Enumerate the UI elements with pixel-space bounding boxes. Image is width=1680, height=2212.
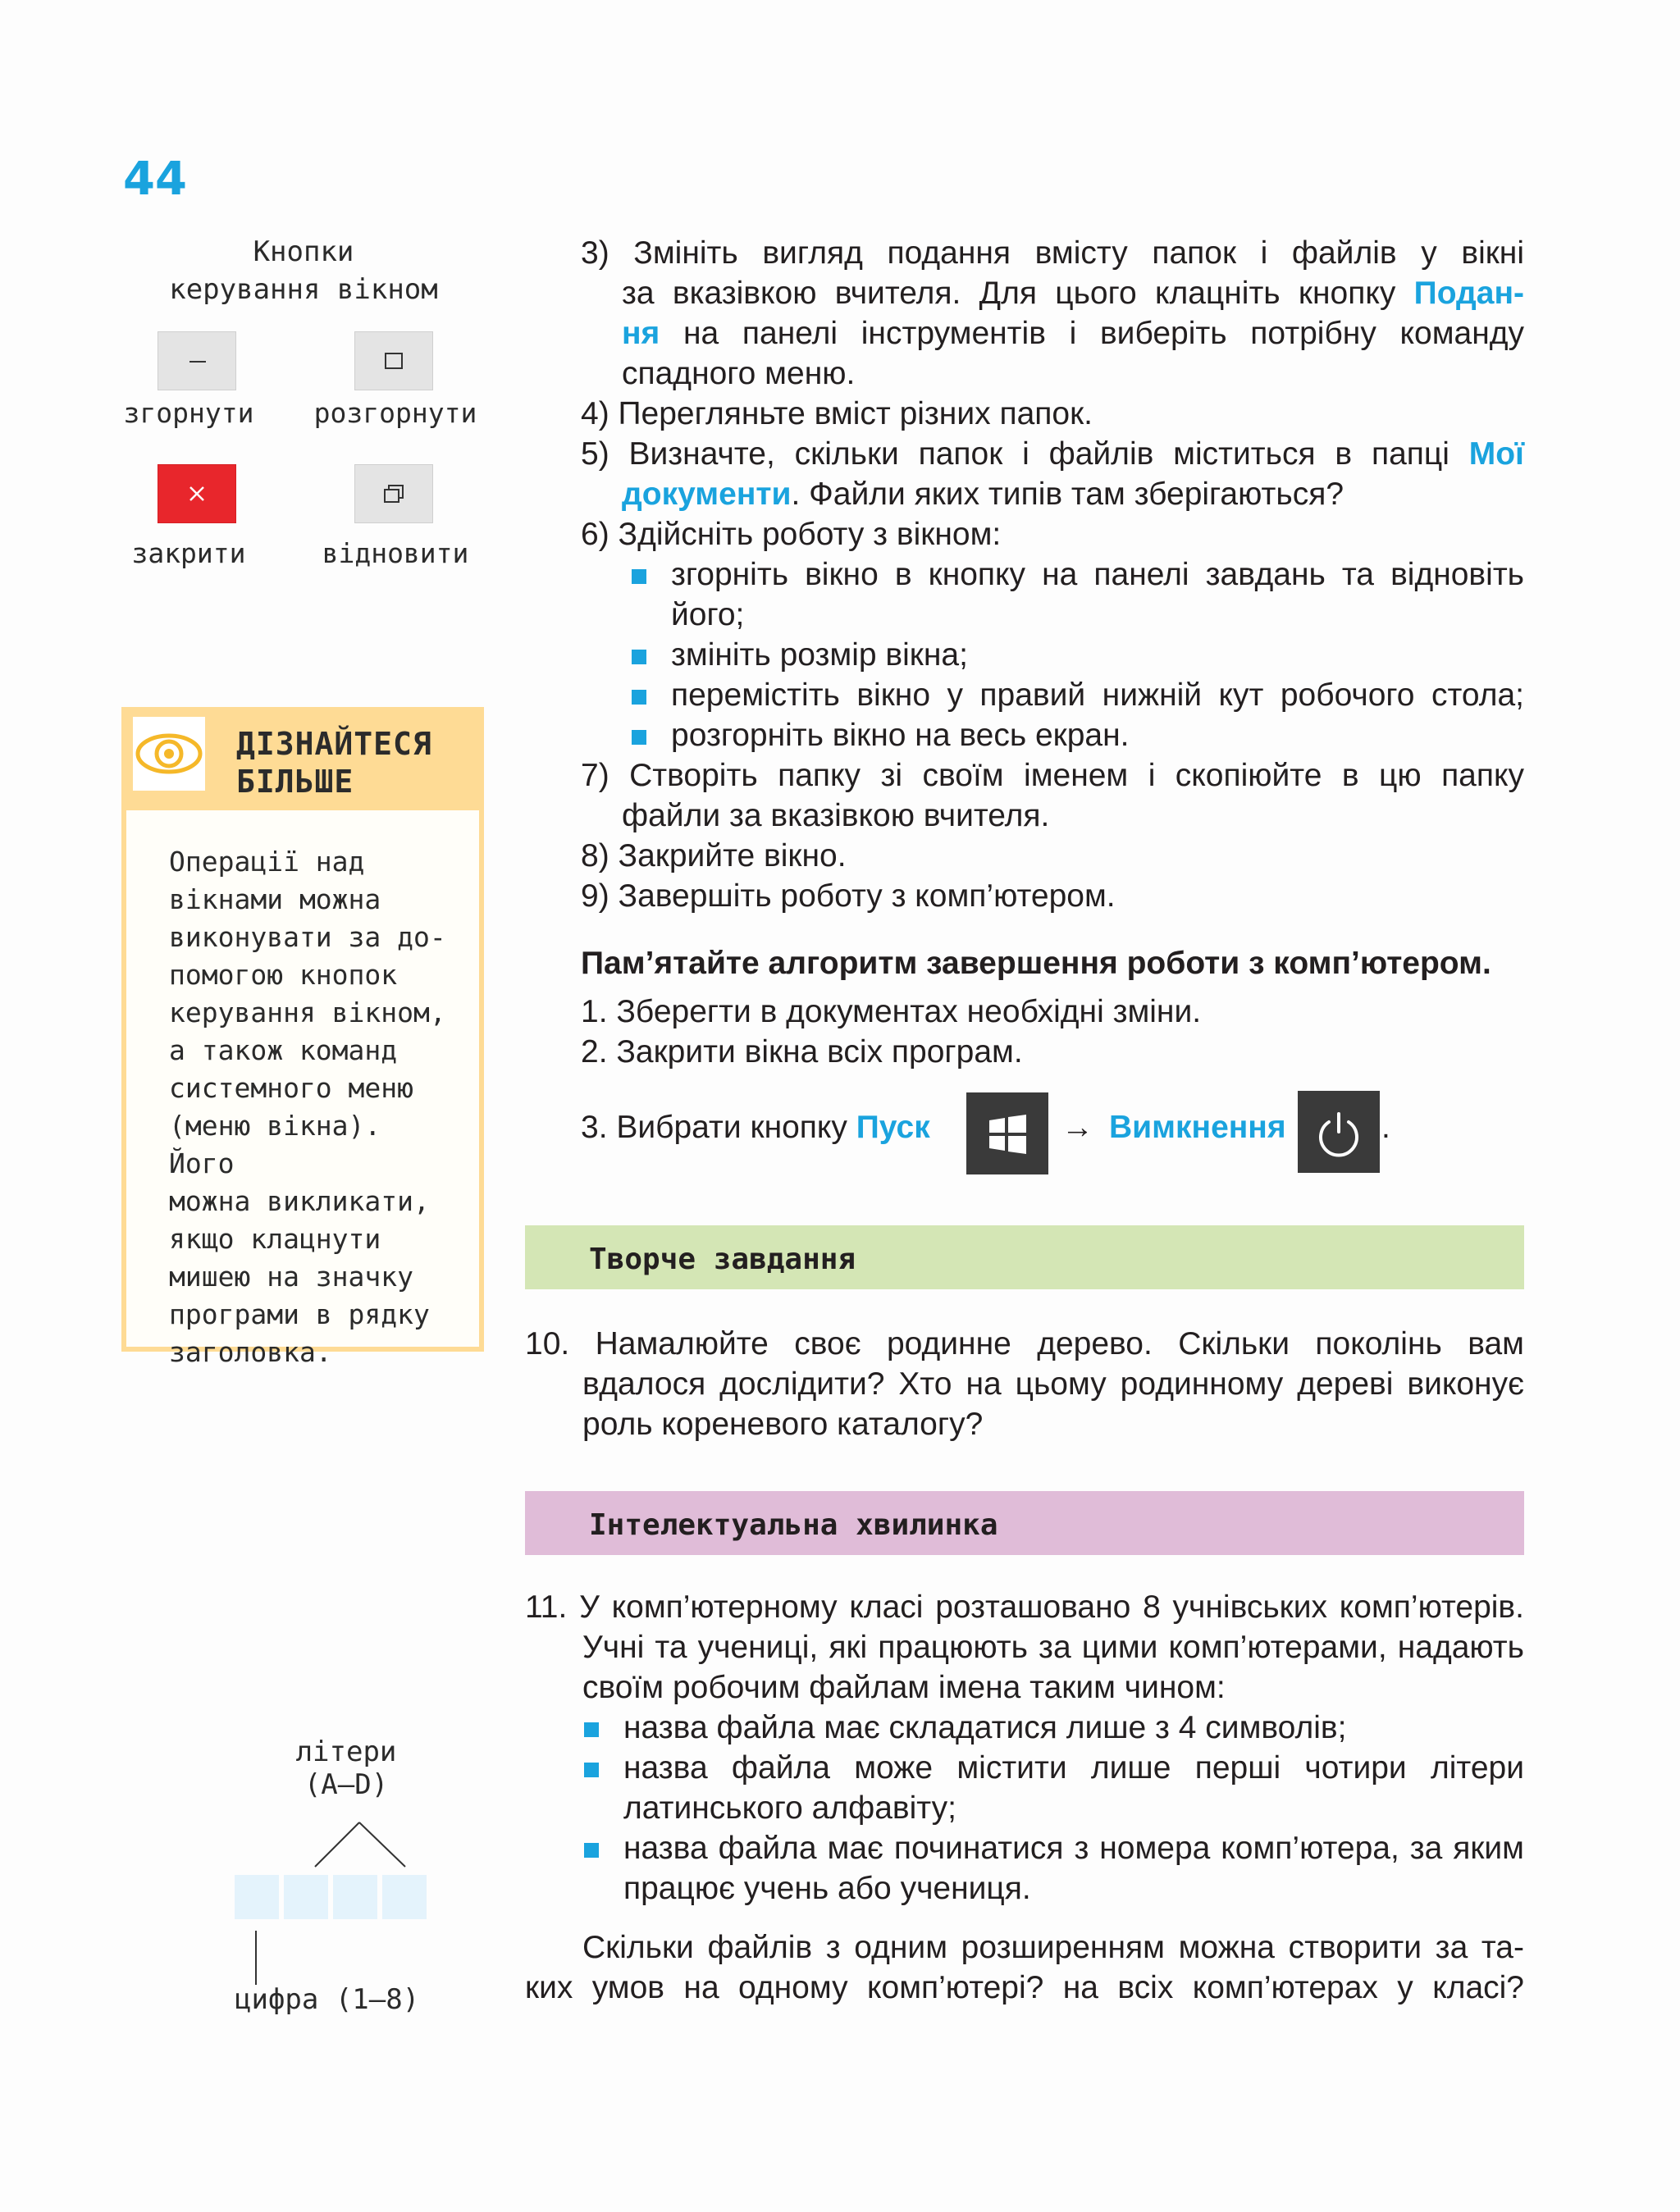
task-10-line-1: 10. Намалюйте своє родинне дерево. Скільки поколінь вам <box>525 1326 1524 1361</box>
task-10 <box>525 1324 1524 1364</box>
task-3-cont <box>622 273 1524 394</box>
bullet-square <box>632 730 646 745</box>
task-4 <box>581 394 1524 434</box>
my-documents-term: Мої <box>1468 436 1524 472</box>
task-3-line-1: 3) Змініть вигляд подання вмісту папок і файлів у вікні <box>581 235 1524 271</box>
filename-cell <box>382 1875 427 1919</box>
task-11-line-2: Учні та учениці, які працюють за цими комп’ютерами, надають <box>582 1630 1524 1665</box>
caption-line-2: керування вікном <box>169 273 438 306</box>
minimize-button[interactable] <box>158 331 236 390</box>
task-10-cont <box>582 1364 1524 1444</box>
learn-more-title-line-2: БІЛЬШЕ <box>236 764 354 800</box>
learn-line: програми в рядку <box>169 1298 430 1330</box>
task-11-bullet-3 <box>623 1828 1524 1909</box>
task-6-bullet-3-text: перемістіть вікно у правий нижній кут робочого стола; <box>671 677 1524 713</box>
task-6-bullet-2 <box>671 635 1524 675</box>
task-11-bullet-2-line-2: латинського алфавіту; <box>623 1790 956 1826</box>
task-11-question-line-2: ких умов на одному комп’ютері? на всіх комп’ютерах у класі? <box>525 1970 1524 2005</box>
task-11-bullet-2-line-1: назва файла може містити лише перші чотири літери <box>623 1750 1524 1786</box>
algorithm-step-1: 1. Зберегти в документах необхідні зміни. <box>581 994 1202 1029</box>
task-3-line-2-text: за вказівкою вчителя. Для цього клацніть кнопку <box>622 276 1396 311</box>
diagram-bracket-lines <box>304 1814 418 1872</box>
bullet-square <box>632 650 646 664</box>
learn-line: вікнами можна <box>169 883 381 915</box>
task-3 <box>581 233 1524 273</box>
learn-line: заголовка. <box>169 1336 332 1368</box>
minimize-label: згорнути <box>123 397 254 429</box>
learn-line: мишею на значку <box>169 1261 414 1293</box>
task-11-bullet-1 <box>623 1708 1524 1748</box>
task-11-line-1: 11. У комп’ютерному класі розташовано 8 учнівських комп’ютерів. <box>525 1589 1524 1625</box>
algorithm-step-2: 2. Закрити вікна всіх програм. <box>581 1034 1023 1070</box>
letters-label-line-1: літери <box>295 1735 397 1768</box>
minimize-icon <box>158 332 235 390</box>
task-3-line-3-text: на панелі інструментів і виберіть потрібну команду <box>683 316 1524 351</box>
learn-line: системного меню <box>169 1072 414 1104</box>
step-3-period: . <box>1381 1110 1390 1145</box>
maximize-button[interactable] <box>354 331 433 390</box>
caption-line-1: Кнопки <box>253 235 354 268</box>
bullet-square <box>584 1843 599 1858</box>
learn-line: а також команд <box>169 1034 398 1066</box>
restore-icon <box>355 465 432 522</box>
algorithm-step-3-text: 3. Вибрати кнопку <box>581 1110 847 1145</box>
shutdown-term <box>1109 1107 1286 1147</box>
filename-cell <box>333 1875 377 1919</box>
task-6-bullet-1 <box>671 554 1524 635</box>
learn-line: виконувати за до- <box>169 921 446 953</box>
arrow-icon: → <box>1061 1110 1093 1145</box>
letters-label-line-2: (A–D) <box>304 1768 389 1801</box>
close-icon <box>158 465 235 522</box>
task-6-intro: 6) Здійсніть роботу з вікном: <box>581 517 1002 552</box>
creative-task-title: Творче завдання <box>589 1243 856 1276</box>
task-6 <box>581 514 1524 554</box>
learn-line: помогою кнопок <box>169 959 398 991</box>
learn-line: (меню вікна). Його <box>169 1110 381 1179</box>
task-11 <box>525 1587 1524 1627</box>
task-4-text: 4) Перегляньте вміст різних папок. <box>581 396 1093 431</box>
eye-icon <box>133 717 205 791</box>
intellect-title: Інтелектуальна хвилинка <box>589 1508 998 1542</box>
view-button-term-end: ня <box>622 316 660 351</box>
task-5-line-1 <box>581 434 1524 474</box>
diagram-digit-line <box>246 1927 262 1988</box>
task-6-bullet-4-text: розгорніть вікно на весь екран. <box>671 718 1130 753</box>
learn-line: можна викликати, <box>169 1185 430 1217</box>
learn-line: керування вікном, <box>169 997 446 1028</box>
task-11-bullet-3-line-2: працює учень або учениця. <box>623 1871 1031 1906</box>
task-6-bullet-1-line-2: його; <box>671 597 745 632</box>
task-7-line-2: файли за вказівкою вчителя. <box>622 798 1050 833</box>
learn-line: якщо клацнути <box>169 1223 381 1255</box>
learn-more-title <box>236 725 432 800</box>
bullet-square <box>584 1722 599 1737</box>
restore-button[interactable] <box>354 464 433 523</box>
algorithm-heading: Пам’ятайте алгоритм завершення роботи з комп’ютером. <box>581 946 1491 981</box>
task-10-line-3: роль кореневого каталогу? <box>582 1407 984 1442</box>
bullet-square <box>632 690 646 705</box>
window-buttons-caption <box>115 233 492 308</box>
start-button-icon <box>966 1092 1048 1174</box>
power-button-icon <box>1298 1091 1380 1173</box>
view-button-term: Подан- <box>1413 276 1524 311</box>
task-5-line-2 <box>622 474 1524 514</box>
task-9 <box>581 876 1524 916</box>
start-term: Пуск <box>856 1110 930 1145</box>
bullet-square <box>632 569 646 584</box>
diagram-digit-label: цифра (1–8) <box>235 1983 420 2016</box>
task-11-question-line-1: Скільки файлів з одним розширенням можна створити за та- <box>582 1930 1524 1965</box>
page-number: 44 <box>123 153 187 206</box>
learn-line: Операції над <box>169 846 365 878</box>
bullet-square <box>584 1763 599 1777</box>
filename-cell <box>235 1875 279 1919</box>
task-7-cont <box>622 796 1524 836</box>
task-5-cont <box>622 474 1524 514</box>
task-7 <box>581 755 1524 796</box>
maximize-icon <box>355 332 432 390</box>
diagram-letters-label <box>272 1735 420 1801</box>
task-7-line-1: 7) Створіть папку зі своїм іменем і скопіюйте в цю папку <box>581 758 1524 793</box>
task-5-line-1-text: 5) Визначте, скільки папок і файлів міститься в папці <box>581 436 1449 472</box>
close-label: закрити <box>131 537 246 569</box>
maximize-label: розгорнути <box>313 397 477 429</box>
task-8-text: 8) Закрийте вікно. <box>581 838 847 873</box>
task-9-text: 9) Завершіть роботу з комп’ютером. <box>581 878 1116 914</box>
algorithm-step-3 <box>581 1107 930 1147</box>
close-button[interactable] <box>158 464 236 523</box>
task-5 <box>581 434 1524 474</box>
task-11-bullet-1-text: назва файла має складатися лише з 4 символів; <box>623 1710 1347 1745</box>
task-5-line-2-text: . Файли яких типів там зберігаються? <box>791 477 1344 512</box>
task-10-line-2: вдалося дослідити? Хто на цьому родинному дереві виконує <box>582 1366 1524 1402</box>
task-6-bullet-3 <box>671 675 1524 715</box>
task-11-line-3: своїм робочим файлам імена таким чином: <box>582 1670 1226 1705</box>
learn-more-text <box>169 843 448 1371</box>
task-11-question <box>525 1927 1524 2008</box>
filename-cell <box>284 1875 328 1919</box>
task-3-line-2 <box>622 273 1524 313</box>
task-6-bullet-2-text: змініть розмір вікна; <box>671 637 968 673</box>
shutdown-term-text: Вимкнення <box>1109 1110 1286 1145</box>
learn-more-title-line-1: ДІЗНАЙТЕСЯ <box>236 726 432 762</box>
task-6-bullet-1-line-1: згорніть вікно в кнопку на панелі завдань та відновіть <box>671 557 1524 592</box>
task-11-bullet-2 <box>623 1748 1524 1828</box>
my-documents-term-end: документи <box>622 477 792 512</box>
task-3-line-4: спадного меню. <box>622 356 856 391</box>
task-11-bullet-3-line-1: назва файла має починатися з номера комп’ютера, за яким <box>623 1831 1524 1866</box>
task-3-line-3 <box>622 313 1524 353</box>
task-11-cont <box>582 1627 1524 1708</box>
task-6-bullet-4 <box>671 715 1524 755</box>
task-8 <box>581 836 1524 876</box>
restore-label: відновити <box>322 537 469 569</box>
